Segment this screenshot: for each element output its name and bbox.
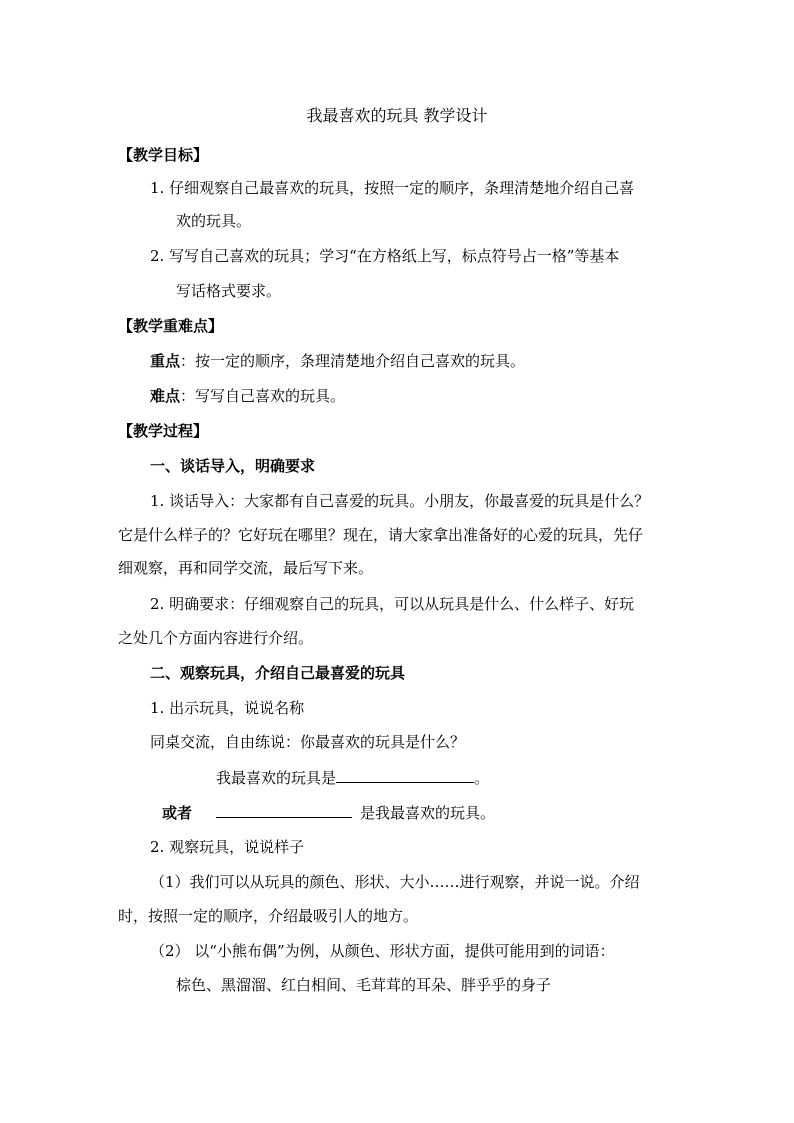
objectives-heading: 【教学目标】	[118, 146, 209, 164]
process-heading: 【教学过程】	[118, 422, 209, 440]
section1-p2-line1: 2. 明确要求：仔细观察自己的玩具，可以从玩具是什么、什么样子、好玩	[150, 595, 635, 613]
section1-p1-line3: 细观察，再和同学交流，最后写下来。	[118, 559, 374, 577]
difficult-point-label: 难点	[150, 387, 181, 405]
key-point-text: ：按一定的顺序，条理清楚地介绍自己喜欢的玩具。	[180, 352, 526, 370]
sentence2-suffix: 是我最喜欢的玩具。	[360, 804, 496, 822]
section2-title: 二、观察玩具，介绍自己最喜爱的玩具	[150, 664, 406, 682]
key-point	[150, 351, 525, 371]
sentence-pattern-1	[216, 767, 489, 788]
section2-sub1-line1: （1）我们可以从玩具的颜色、形状、大小……进行观察，并说一说。介绍	[150, 873, 640, 891]
document-title: 我最喜欢的玩具 教学设计	[306, 106, 488, 125]
sentence-pattern-2	[162, 802, 495, 823]
section1-title: 一、谈话导入，明确要求	[150, 457, 316, 475]
objective-1-continued: 欢的玩具。	[176, 212, 252, 230]
section2-sub2-line2: 棕色、黑溜溜、红白相间、毛茸茸的耳朵、胖乎乎的身子	[176, 976, 552, 994]
key-point-label: 重点	[150, 352, 181, 370]
objective-1-text: 仔细观察自己最喜欢的玩具，按照一定的顺序，条理清楚地介绍自己喜	[169, 179, 635, 197]
section1-p2-line2: 之处几个方面内容进行介绍。	[118, 629, 314, 647]
section2-step2: 2. 观察玩具，说说样子	[150, 838, 305, 856]
section2-sub2-line1: （2） 以“小熊布偶”为例，从颜色、形状方面，提供可能用到的词语：	[150, 942, 615, 960]
section2-step1-desc: 同桌交流，自由练说：你最喜欢的玩具是什么？	[150, 733, 466, 751]
sentence1-prefix: 我最喜欢的玩具是	[216, 769, 337, 787]
objective-1	[150, 178, 634, 198]
sentence1-suffix: 。	[474, 769, 490, 787]
difficult-point	[150, 386, 345, 406]
objective-2-text: 写写自己喜欢的玩具；学习“在方格纸上写，标点符号占一格”等基本	[169, 247, 620, 265]
sentence2-blank	[216, 802, 352, 818]
objective-2-number: 2.	[150, 247, 165, 265]
keypoints-heading: 【教学重难点】	[118, 317, 224, 335]
or-label: 或者	[162, 804, 193, 822]
section1-p1-line2: 它是什么样子的？它好玩在哪里？现在，请大家拿出准备好的心爱的玩具，先仔	[118, 526, 644, 544]
objective-1-number: 1.	[150, 179, 165, 197]
section1-p1-line1: 1. 谈话导入：大家都有自己喜爱的玩具。小朋友，你最喜爱的玩具是什么？	[150, 492, 650, 510]
section2-step1: 1. 出示玩具，说说名称	[150, 699, 305, 717]
objective-2-continued: 写话格式要求。	[176, 282, 282, 300]
section2-sub1-line2: 时，按照一定的顺序，介绍最吸引人的地方。	[118, 907, 419, 925]
sentence1-blank	[336, 767, 474, 783]
objective-2	[150, 246, 619, 266]
difficult-point-text: ：写写自己喜欢的玩具。	[180, 387, 346, 405]
